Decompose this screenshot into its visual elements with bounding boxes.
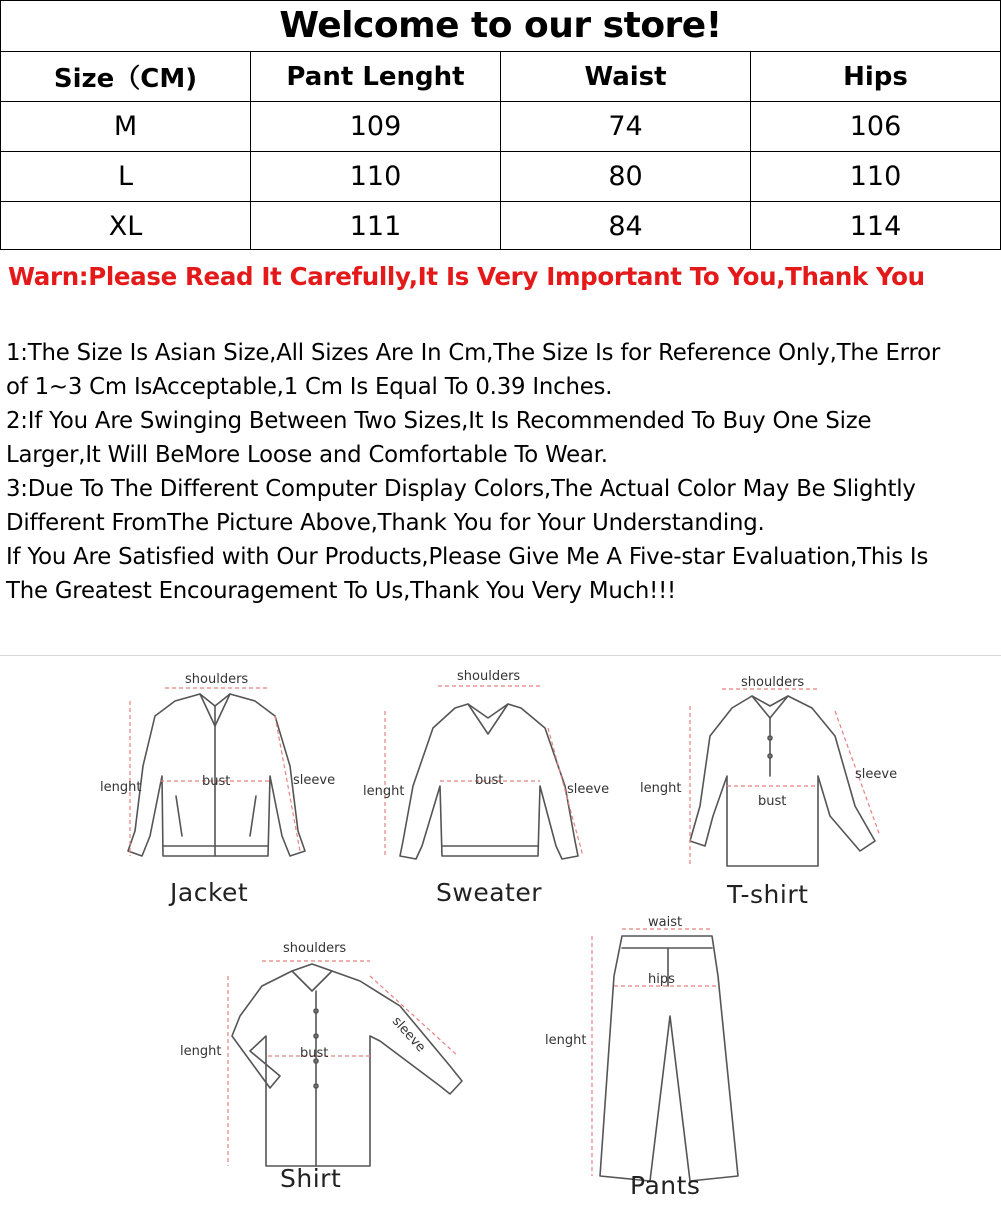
note-line: 1:The Size Is Asian Size,All Sizes Are In Cm,The Size Is for Reference Only,The Error [6,340,941,366]
measurement-diagram [0,655,1001,1206]
pants-hips-label: hips [648,972,675,987]
cell-hips: 106 [849,111,902,142]
jacket-bust-label: bust [202,774,231,789]
header-size: Size（CM) [1,52,251,101]
jacket-sleeve-label: sleeve [293,773,336,788]
shirt-outline [232,964,462,1166]
header-pant-length: Pant Lenght [251,52,501,101]
note-line: Larger,It Will BeMore Loose and Comfortable To Wear. [6,442,608,468]
note-line: The Greatest Encouragement To Us,Thank You Very Much!!! [6,578,677,604]
tshirt-shoulders-label: shoulders [741,675,805,690]
cell-size: M [1,102,251,151]
sweater-length-label: lenght [363,784,405,799]
note-line: If You Are Satisfied with Our Products,Please Give Me A Five-star Evaluation,This Is [6,544,929,570]
table-row [1,102,1000,152]
pants-label: Pants [630,1171,701,1200]
notes [6,336,996,608]
cell-hips: 110 [849,161,902,192]
cell-pant-length: 111 [251,202,501,250]
cell-waist: 84 [501,202,751,250]
sweater-sleeve-label: sleeve [567,782,610,797]
sweater-shoulders-label: shoulders [457,669,521,684]
size-table [0,0,1001,250]
cell-waist: 80 [501,152,751,201]
tshirt-length-label: lenght [640,781,682,796]
jacket-label: Jacket [170,878,249,907]
table-header-row [1,52,1000,102]
tshirt-outline [690,696,875,866]
cell-size: L [1,152,251,201]
cell-hips: 114 [849,210,902,242]
shirt-label: Shirt [280,1164,342,1193]
jacket-length-label: lenght [100,780,142,795]
cell-size: XL [1,202,251,250]
shirt-length-label: lenght [180,1044,222,1059]
pants-waist-label: waist [648,915,683,930]
table-row [1,202,1000,250]
cell-waist: 74 [501,102,751,151]
shirt-shoulders-label: shoulders [283,941,347,956]
header-waist: Waist [501,52,751,101]
jacket-shoulders-label: shoulders [185,672,249,687]
tshirt-bust-label: bust [758,794,787,809]
shirt-sleeve-label: sleeve [388,1014,429,1056]
table-row [1,152,1000,202]
tshirt-sleeve-label: sleeve [855,767,898,782]
pants-length-label: lenght [545,1033,587,1048]
cell-pant-length: 109 [251,102,501,151]
warning-text: Warn:Please Read It Carefully,It Is Very Important To You,Thank You [8,262,925,291]
header-hips: Hips [843,61,908,92]
table-title: Welcome to our store! [1,1,1000,52]
garment-illustrations [0,656,1001,1206]
note-line: of 1~3 Cm IsAcceptable,1 Cm Is Equal To 0.39 Inches. [6,374,613,400]
shirt-bust-label: bust [300,1046,329,1061]
tshirt-label: T-shirt [727,880,809,909]
note-line: 2:If You Are Swinging Between Two Sizes,It Is Recommended To Buy One Size [6,408,872,434]
note-line: Different FromThe Picture Above,Thank You for Your Understanding. [6,510,765,536]
sweater-label: Sweater [436,878,542,907]
note-line: 3:Due To The Different Computer Display Colors,The Actual Color May Be Slightly [6,476,916,502]
sweater-bust-label: bust [475,773,504,788]
cell-pant-length: 110 [251,152,501,201]
